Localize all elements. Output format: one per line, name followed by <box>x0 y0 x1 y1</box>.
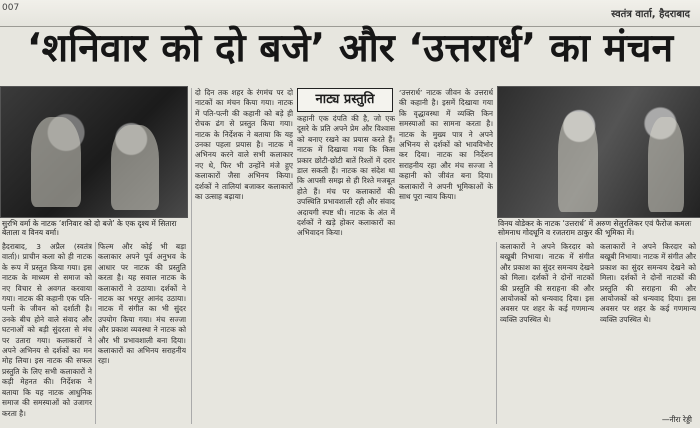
page-number: 007 <box>2 3 20 13</box>
byline: —नीरा रेड्डी <box>661 415 692 424</box>
newspaper-name: स्वतंत्र वार्ता, हैदराबाद <box>611 9 690 20</box>
caption-left: सुरभि वर्मा के नाटक ‘शनिवार को दो बजे’ के एक दृश्य में सितारा बेताला व विनय वर्मा। <box>2 219 177 237</box>
article-column-7: कलाकारों ने अपने किरदार को बखूबी निभाया। नाटक में संगीत और प्रकाश का सुंदर समन्वय देखने को मिला। दर्शकों ने दोनों नाटकों की प्रस्तुति की सराहना की और आयोजकों को धन्यवाद दिया। इस अवसर पर शहर के कई गणमान्य व्यक्ति उपस्थित थे। <box>600 242 696 324</box>
photo-left <box>0 86 188 218</box>
article-column-1: हैदराबाद, 3 अप्रैल (स्वतंत्र वार्ता)। प्राचीन कला को ही नाटक के रूप में प्रस्तुत किया गया। इस नाटक के माध्यम से समाज को नए विचार से अवगत करवाया गया। नाटक की कहानी एक पति-पत्नी के जीवन को दर्शाती है। उनके बीच होने वाले संवाद और घटनाओं को बड़ी सुंदरता से मंच पर उतारा गया। कलाकारों ने अपने अभिनय से दर्शकों का मन मोह लिया। इस नाटक की सफल प्रस्तुति के लिए सभी कलाकारों ने कड़ी मेहनत की। निर्देशक ने बताया कि यह नाटक आधुनिक समाज की समस्याओं को उजागर करता है। <box>2 242 92 418</box>
section-label: नाट्य प्रस्तुति <box>297 88 393 112</box>
photo-right <box>497 86 700 218</box>
article-column-6: कलाकारों ने अपने किरदार को बखूबी निभाया। नाटक में संगीत और प्रकाश का सुंदर समन्वय देखने को मिला। दर्शकों ने दोनों नाटकों की प्रस्तुति की सराहना की और आयोजकों को धन्यवाद दिया। इस अवसर पर शहर के कई गणमान्य व्यक्ति उपस्थित थे। <box>500 242 594 324</box>
article-column-4: कहानी एक दंपति की है, जो एक दूसरे के प्रति अपने प्रेम और विश्वास को बनाए रखने का प्रयास करते हैं। नाटक में दिखाया गया कि किस प्रकार छोटी-छोटी बातें रिश्तों में दरार डाल सकती हैं। नाटक का संदेश था कि आपसी समझ से ही रिश्ते मजबूत होते हैं। मंच पर कलाकारों की उपस्थिति प्रभावशाली रही और संवाद अदायगी स्पष्ट थी। नाटक के अंत में दर्शकों ने खड़े होकर कलाकारों का अभिवादन किया। <box>297 114 395 238</box>
headline: ‘शनिवार को दो बजे’ और ‘उत्तरार्ध’ का मंचन <box>26 26 674 71</box>
article-column-2: फिल्म और कोई भी बड़ा कलाकार अपने पूर्व अनुभव के आधार पर नाटक की प्रस्तुति करता है। यह सवाल नाटक के कलाकारों ने उठाया। दर्शकों ने नाटक का भरपूर आनंद उठाया। नाटक में संगीत का भी सुंदर उपयोग किया गया। मंच सज्जा और प्रकाश व्यवस्था ने नाटक को और भी प्रभावशाली बना दिया। कलाकारों का अभिनय सराहनीय रहा। <box>98 242 186 366</box>
caption-right: विनय वोडेकर के नाटक ‘उत्तरार्ध’ में अरुण सेलुरलिकर एवं फैरोज कमलः सोमनाथ गोदधूनि व रजतराम ठाकुर की भूमिका में। <box>498 219 692 237</box>
article-column-5: ‘उत्तरार्ध’ नाटक जीवन के उत्तरार्ध की कहानी है। इसमें दिखाया गया कि वृद्धावस्था में व्यक्ति किन समस्याओं का सामना करता है। नाटक के मुख्य पात्र ने अपने अभिनय से दर्शकों को भावविभोर कर दिया। नाटक का निर्देशन सराहनीय रहा और मंच सज्जा ने कहानी को जीवंत बना दिया। कलाकारों ने अपनी भूमिकाओं के साथ पूरा न्याय किया। <box>399 88 493 202</box>
article-column-3: दो दिन तक शहर के रंगमंच पर दो नाटकों का मंचन किया गया। नाटक में पति-पत्नी की कहानी को बड़े ही रोचक ढंग से प्रस्तुत किया गया। नाटक के निर्देशक ने बताया कि यह उनका पहला प्रयास है। नाटक में अभिनय करने वाले सभी कलाकार नए थे, फिर भी उन्होंने मंजे हुए कलाकारों जैसा अभिनय किया। दर्शकों ने तालियां बजाकर कलाकारों का उत्साह बढ़ाया। <box>195 88 293 202</box>
